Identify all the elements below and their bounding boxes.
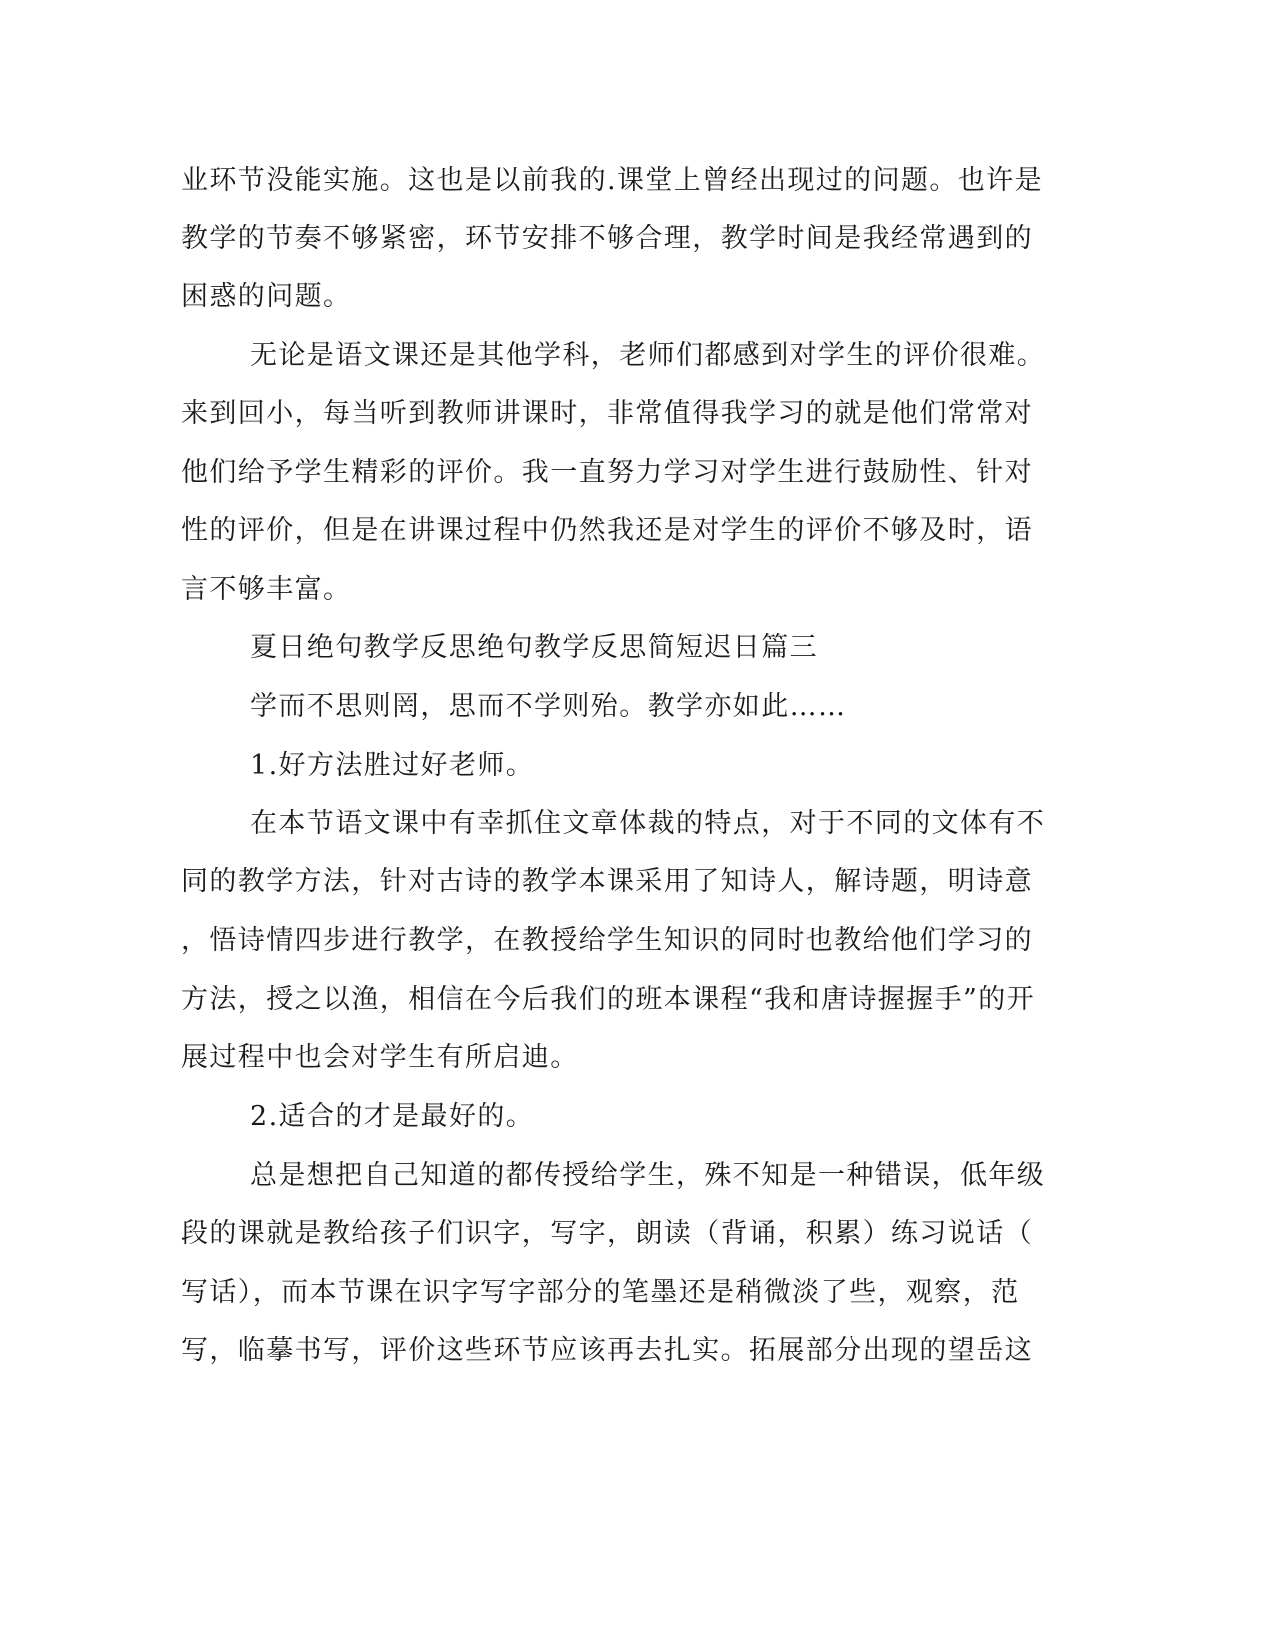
text-line: 同的教学方法，针对古诗的教学本课采用了知诗人，解诗题，明诗意 bbox=[181, 866, 1033, 897]
text-line: 展过程中也会对学生有所启迪。 bbox=[181, 1042, 579, 1073]
text-line: 写，临摹书写，评价这些环节应该再去扎实。拓展部分出现的望岳这 bbox=[181, 1335, 1033, 1366]
text-line: 总是想把自己知道的都传授给学生，殊不知是一种错误，低年级 bbox=[250, 1160, 1046, 1191]
text-line: 无论是语文课还是其他学科，老师们都感到对学生的评价很难。 bbox=[250, 340, 1046, 371]
text-line: 教学的节奏不够紧密，环节安排不够合理，教学时间是我经常遇到的 bbox=[181, 223, 1033, 254]
text-line: 业环节没能实施。这也是以前我的.课堂上曾经出现过的问题。也许是 bbox=[181, 165, 1043, 196]
text-line: 段的课就是教给孩子们识字，写字，朗读（背诵，积累）练习说话（ bbox=[181, 1218, 1033, 1249]
text-line: 在本节语文课中有幸抓住文章体裁的特点，对于不同的文体有不 bbox=[250, 808, 1046, 839]
text-line: 言不够丰富。 bbox=[181, 574, 352, 605]
list-heading: 2.适合的才是最好的。 bbox=[250, 1101, 535, 1132]
text-line: 学而不思则罔，思而不学则殆。教学亦如此…… bbox=[250, 691, 847, 722]
list-heading: 1.好方法胜过好老师。 bbox=[250, 750, 535, 781]
text-line: 方法，授之以渔，相信在今后我们的班本课程“我和唐诗握握手”的开 bbox=[181, 984, 1036, 1015]
text-line: 性的评价，但是在讲课过程中仍然我还是对学生的评价不够及时，语 bbox=[181, 515, 1033, 546]
text-line: 写话），而本节课在识字写字部分的笔墨还是稍微淡了些，观察，范 bbox=[181, 1277, 1020, 1308]
text-line: ，悟诗情四步进行教学，在教授给学生知识的同时也教给他们学习的 bbox=[181, 925, 1033, 956]
text-line: 他们给予学生精彩的评价。我一直努力学习对学生进行鼓励性、针对 bbox=[181, 457, 1033, 488]
text-line: 困惑的问题。 bbox=[181, 281, 352, 312]
section-heading: 夏日绝句教学反思绝句教学反思简短迟日篇三 bbox=[250, 632, 818, 663]
text-line: 来到回小，每当听到教师讲课时，非常值得我学习的就是他们常常对 bbox=[181, 398, 1033, 429]
